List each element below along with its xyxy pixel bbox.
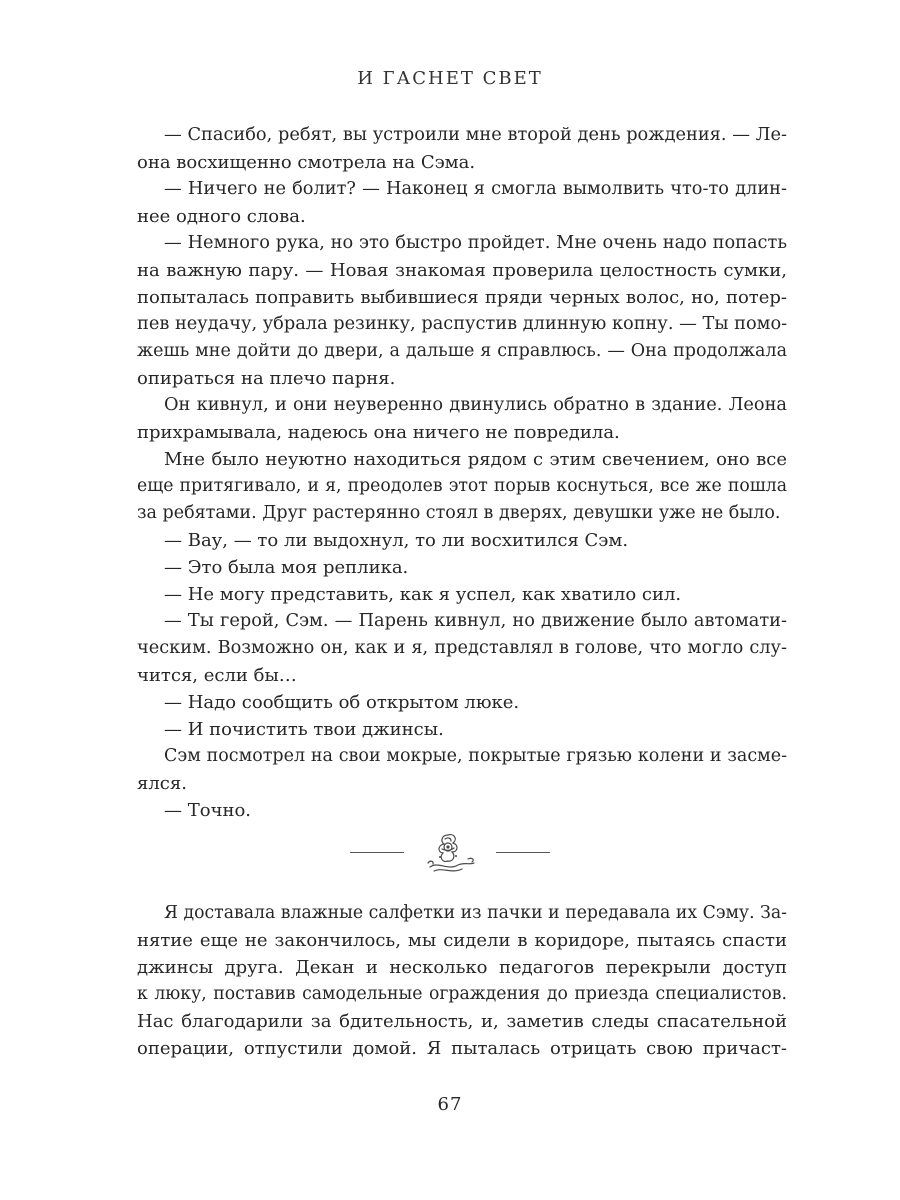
text-line: — Спасибо, ребят, вы устроили мне второй день рождения. — Ле-	[164, 125, 787, 145]
text-line: — Точно.	[164, 800, 252, 821]
text-line: еще притягивало, и я, преодолев этот порыв коснуться, все же пошла	[137, 476, 787, 496]
divider-rule-left	[350, 852, 404, 853]
text-block-after-break	[137, 900, 787, 1062]
running-title: И ГАСНЕТ СВЕТ	[357, 68, 543, 89]
section-break	[0, 822, 900, 882]
divider-rule-right	[496, 852, 550, 853]
text-line: ческим. Возможно он, как и я, представлял в голове, что могло слу-	[137, 638, 787, 658]
text-line: нее одного слова.	[137, 206, 306, 227]
text-line: на важную пару. — Новая знакомая проверила целостность сумки,	[137, 260, 787, 281]
text-line: опираться на плечо парня.	[137, 368, 396, 389]
text-line: чится, если бы…	[137, 665, 297, 686]
text-line: — Это была моя реплика.	[164, 557, 409, 578]
text-line: операции, отпустили домой. Я пыталась отрицать свою причаст-	[137, 1038, 787, 1059]
page-number: 67	[437, 1094, 463, 1115]
text-line: попыталась поправить выбившиеся пряди черных волос, но, потер-	[137, 287, 787, 308]
text-line: джинсы друга. Декан и несколько педагогов перекрыли доступ	[137, 957, 787, 978]
text-line: к люку, поставив самодельные ограждения до приезда специалистов.	[137, 984, 787, 1004]
text-line: за ребятами. Друг растерянно стоял в дверях, девушки уже не было.	[137, 503, 781, 523]
text-line: Он кивнул, и они неуверенно двинулись обратно в здание. Леона	[164, 395, 787, 415]
text-line: Мне было неуютно находиться рядом с этим свечением, оно все	[164, 449, 787, 470]
text-line: — Не могу представить, как я успел, как хватило сил.	[164, 584, 682, 605]
text-line: пев неудачу, убрала резинку, распустив длинную копну. — Ты помо-	[137, 314, 788, 334]
text-line: Я доставала влажные салфетки из пачки и передавала их Сэму. За-	[164, 903, 787, 923]
text-line: она восхищенно смотрела на Сэма.	[137, 152, 476, 173]
vignette-ornament-icon	[418, 827, 482, 877]
text-line: — Надо сообщить об открытом люке.	[164, 692, 520, 713]
text-line: прихрамывала, надеюсь она ничего не повредила.	[137, 422, 620, 443]
text-line: нятие еще не закончилось, мы сидели в коридоре, пытаясь спасти	[137, 930, 787, 951]
text-line: — Немного рука, но это быстро пройдет. Мне очень надо попасть	[164, 233, 787, 253]
text-block-main	[137, 122, 787, 824]
text-line: — Ты герой, Сэм. — Парень кивнул, но движение было автомати-	[164, 611, 787, 631]
text-line: — Вау, — то ли выдохнул, то ли восхитился Сэм.	[164, 530, 629, 551]
text-line: Нас благодарили за бдительность, и, заметив следы спасательной	[137, 1011, 787, 1032]
text-line: жешь мне дойти до двери, а дальше я справлюсь. — Она продолжала	[137, 341, 787, 361]
text-line: Сэм посмотрел на свои мокрые, покрытые грязью колени и засме-	[164, 746, 787, 766]
text-line: — И почистить твои джинсы.	[164, 719, 444, 740]
text-line: ялся.	[137, 773, 187, 794]
text-line: — Ничего не болит? — Наконец я смогла вымолвить что-то длин-	[164, 179, 787, 199]
